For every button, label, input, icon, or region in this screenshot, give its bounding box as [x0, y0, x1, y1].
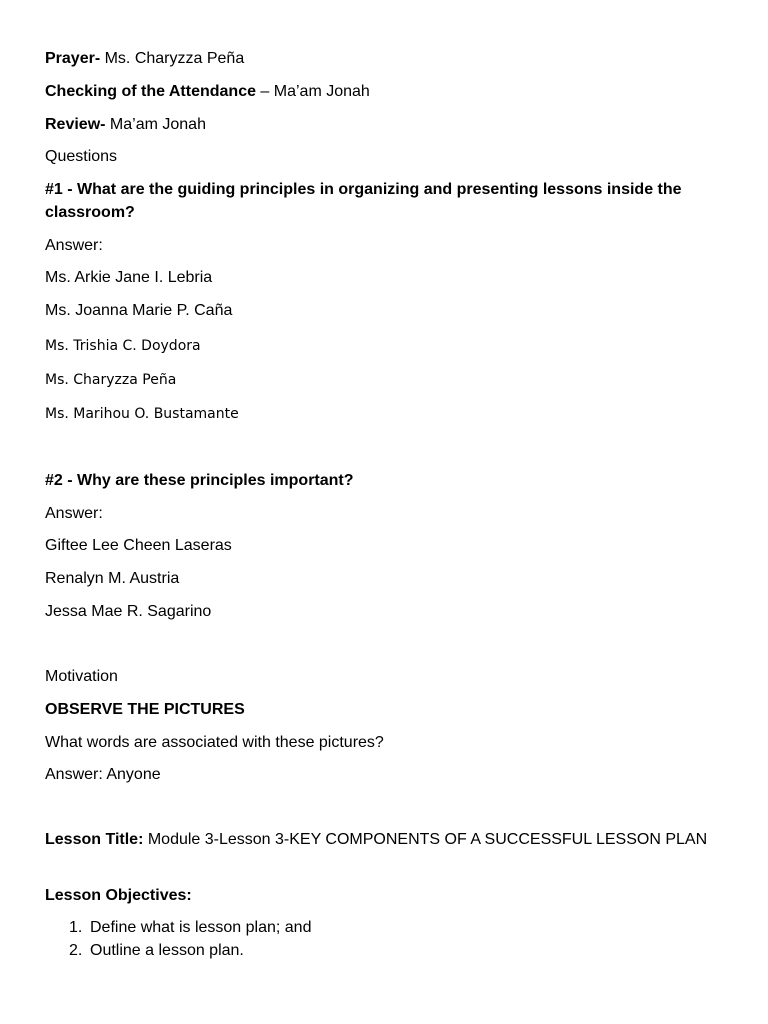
lesson-title-label: Lesson Title:	[45, 831, 144, 848]
attendance-line	[45, 80, 370, 103]
objective-text: Define what is lesson plan; and	[90, 919, 312, 936]
lesson-objectives-label: Lesson Objectives:	[45, 887, 192, 904]
review-value: Ma’am Jonah	[105, 116, 206, 133]
motivation-answer: Answer: Anyone	[45, 766, 161, 783]
motivation-instruction: OBSERVE THE PICTURES	[45, 701, 245, 718]
objective-text: Outline a lesson plan.	[90, 942, 244, 959]
objective-item	[45, 916, 311, 939]
question-2: #2 - Why are these principles important?	[45, 472, 354, 489]
questions-heading: Questions	[45, 148, 118, 165]
review-line	[45, 113, 206, 136]
lesson-title	[45, 828, 735, 851]
prayer-value: Ms. Charyzza Peña	[100, 50, 245, 67]
q1-answer-name: Ms. Joanna Marie P. Caña	[45, 302, 233, 319]
q1-answer-name: Ms. Marihou O. Bustamante	[45, 406, 239, 422]
q2-answer-label: Answer:	[45, 505, 103, 522]
attendance-value: – Ma’am Jonah	[255, 83, 370, 100]
question-1: #1 - What are the guiding principles in organizing and presenting lessons inside the classroom?	[45, 181, 682, 221]
q1-answer-name: Ms. Trishia C. Doydora	[45, 338, 201, 354]
q1-answer-name: Ms. Arkie Jane I. Lebria	[45, 269, 213, 286]
lesson-title-value: Module 3-Lesson 3-KEY COMPONENTS OF A SUCCESSFUL LESSON PLAN	[143, 831, 708, 848]
objectives-list	[45, 916, 311, 962]
q1-answer-label: Answer:	[45, 237, 103, 254]
motivation-heading: Motivation	[45, 668, 118, 685]
review-label: Review-	[45, 116, 106, 133]
q2-answer-name: Renalyn M. Austria	[45, 570, 180, 587]
motivation-question: What words are associated with these pictures?	[45, 734, 384, 751]
prayer-label: Prayer-	[45, 50, 101, 67]
objective-number: 1.	[69, 919, 83, 936]
attendance-label: Checking of the Attendance	[45, 83, 256, 100]
q2-answer-name: Giftee Lee Cheen Laseras	[45, 537, 232, 554]
q2-answer-name: Jessa Mae R. Sagarino	[45, 603, 212, 620]
objective-number: 2.	[69, 942, 83, 959]
prayer-line	[45, 47, 244, 70]
objective-item	[45, 939, 311, 962]
q1-answer-name: Ms. Charyzza Peña	[45, 372, 177, 388]
